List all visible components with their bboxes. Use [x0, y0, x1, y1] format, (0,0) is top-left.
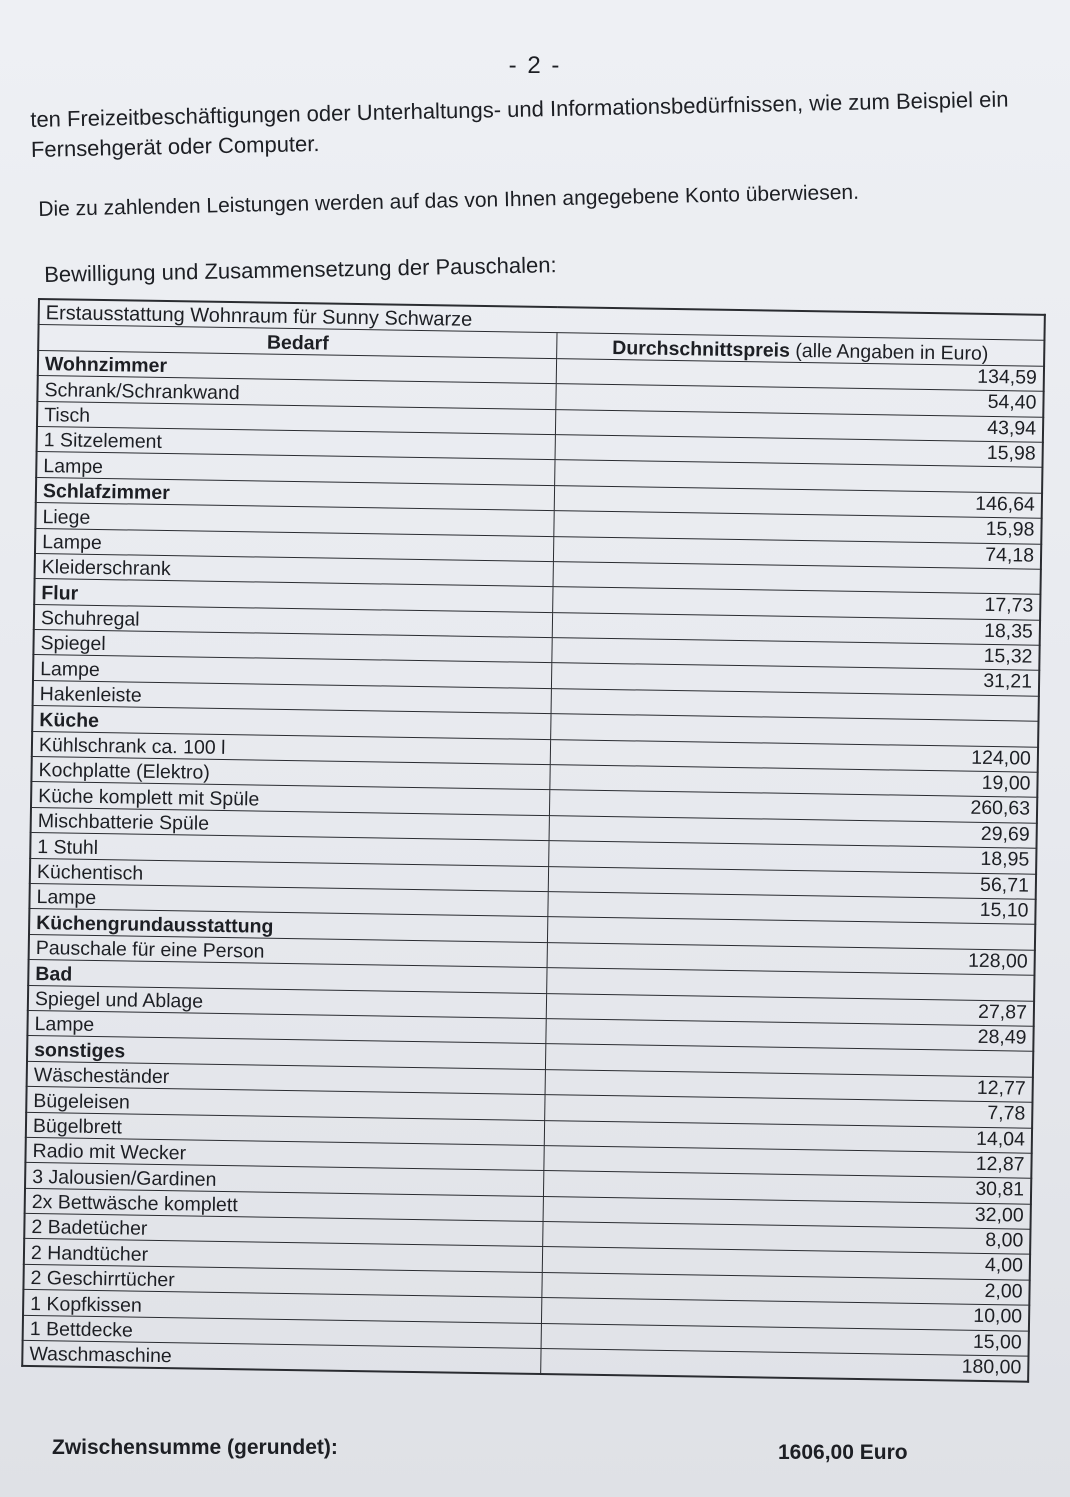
item-name: Lampe	[29, 883, 548, 917]
subtotal-value: 1606,00 Euro	[778, 1441, 908, 1464]
item-name: Lampe	[27, 1010, 546, 1044]
item-name: 2x Bettwäsche komplett	[25, 1188, 544, 1222]
item-name: Lampe	[33, 655, 552, 689]
item-price: 10,00	[541, 1298, 1029, 1331]
category-name: Küchengrundausstattung	[29, 909, 548, 943]
page-number: - 2 -	[508, 52, 562, 79]
allowance-table	[21, 298, 1046, 1383]
item-price: 14,04	[544, 1120, 1032, 1153]
item-name: Spiegel und Ablage	[28, 985, 547, 1019]
item-name: Waschmaschine	[22, 1340, 541, 1374]
item-name: 2 Badetücher	[24, 1213, 543, 1247]
item-price: 32,00	[543, 1196, 1031, 1229]
item-price: 15,00	[541, 1323, 1029, 1356]
item-name: 1 Sitzelement	[37, 426, 556, 460]
item-price: 7,78	[545, 1095, 1033, 1128]
item-price: 180,00	[541, 1349, 1029, 1383]
item-price: 28,49	[546, 1019, 1034, 1052]
category-name: Bad	[28, 960, 547, 994]
item-name: 2 Geschirrtücher	[23, 1264, 542, 1298]
item-name: Spiegel	[33, 630, 552, 664]
item-price: 12,77	[545, 1069, 1033, 1102]
item-price: 2,00	[542, 1272, 1030, 1305]
item-price: 56,71	[548, 866, 1036, 899]
category-name: Flur	[34, 579, 553, 613]
paragraph-intro: ten Freizeitbeschäftigungen oder Unterhaltungs- und Informationsbedürfnissen, wie zum Beispiel ein Fernsehgerät oder Computer.	[30, 86, 1009, 162]
item-price: 17,73	[553, 587, 1041, 620]
item-price: 260,63	[549, 790, 1037, 823]
item-name: Pauschale für eine Person	[29, 934, 548, 968]
item-name: Tisch	[37, 401, 556, 435]
item-name: Kochplatte (Elektro)	[31, 756, 550, 790]
item-price: 54,40	[556, 384, 1044, 417]
item-price: 134,59	[556, 358, 1044, 391]
item-name: 1 Kopfkissen	[23, 1290, 542, 1324]
item-name: Bügeleisen	[26, 1087, 545, 1121]
item-name: Wäscheständer	[27, 1061, 546, 1095]
item-price: 29,69	[549, 815, 1037, 848]
paragraph-transfer: Die zu zahlenden Leistungen werden auf das von Ihnen angegebene Konto überwiesen.	[38, 180, 860, 221]
item-price: 146,64	[554, 485, 1042, 518]
table-caption: Erstausstattung Wohnraum für Sunny Schwarze	[39, 299, 1045, 341]
item-price: 12,87	[544, 1145, 1032, 1178]
section-heading: Bewilligung und Zusammensetzung der Pauschalen:	[44, 252, 557, 287]
column-header-bedarf: Bedarf	[38, 325, 557, 359]
item-price: 18,35	[552, 612, 1040, 645]
item-price: 19,00	[550, 765, 1038, 798]
item-name: Liege	[35, 503, 554, 537]
item-price: 15,98	[555, 435, 1043, 468]
item-name: 1 Stuhl	[30, 833, 549, 867]
category-name: Schlafzimmer	[36, 477, 555, 511]
item-name: Bügelbrett	[26, 1112, 545, 1146]
column-header-price-bold: Durchschnittspreis	[612, 336, 791, 362]
subtotal-label: Zwischensumme (gerundet):	[52, 1436, 338, 1459]
item-price: 128,00	[547, 942, 1035, 975]
item-name: Lampe	[35, 528, 554, 562]
item-name: Kleiderschrank	[35, 553, 554, 587]
item-name: Kühlschrank ca. 100 l	[32, 731, 551, 765]
table-body	[22, 350, 1044, 1382]
item-name: Küche komplett mit Spüle	[31, 782, 550, 816]
category-name: Wohnzimmer	[38, 350, 557, 384]
item-name: Hakenleiste	[33, 680, 552, 714]
item-price: 18,95	[549, 841, 1037, 874]
item-name: 3 Jalousien/Gardinen	[25, 1163, 544, 1197]
item-name: 2 Handtücher	[24, 1239, 543, 1273]
item-price: 31,21	[551, 663, 1039, 696]
item-price: 4,00	[542, 1247, 1030, 1280]
item-price: 27,87	[546, 993, 1034, 1026]
item-price: 74,18	[553, 536, 1041, 569]
item-price: 15,98	[554, 511, 1042, 544]
item-name: Radio mit Wecker	[25, 1137, 544, 1171]
allowance-table-wrapper	[21, 298, 1046, 1383]
column-header-price-note: (alle Angaben in Euro)	[789, 339, 989, 365]
item-name: Lampe	[36, 452, 555, 486]
item-price: 124,00	[550, 739, 1038, 772]
category-name: Küche	[32, 706, 551, 740]
item-name: Schrank/Schrankwand	[37, 376, 556, 410]
item-name: Schuhregal	[34, 604, 553, 638]
item-price: 30,81	[543, 1171, 1031, 1204]
item-price: 15,10	[548, 892, 1036, 925]
item-price: 43,94	[555, 409, 1043, 442]
item-price: 8,00	[543, 1222, 1031, 1255]
item-name: 1 Bettdecke	[23, 1315, 542, 1349]
item-name: Küchentisch	[30, 858, 549, 892]
item-name: Mischbatterie Spüle	[31, 807, 550, 841]
category-name: sonstiges	[27, 1036, 546, 1070]
item-price: 15,32	[552, 638, 1040, 671]
